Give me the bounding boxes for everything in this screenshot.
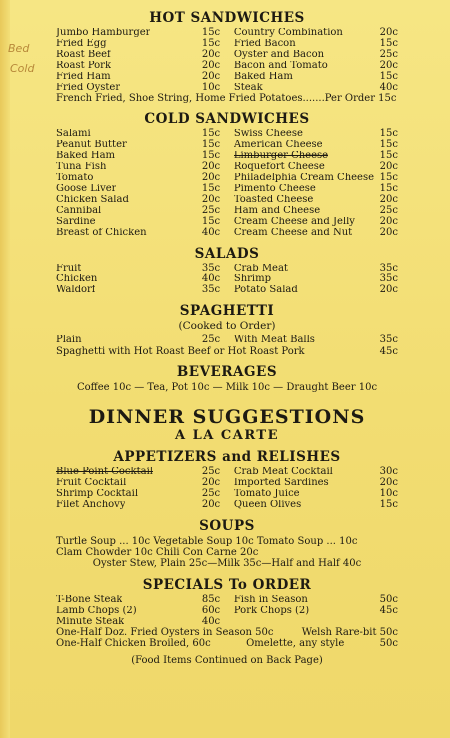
specials-list	[56, 595, 398, 628]
menu-item-name: Minute Steak	[56, 616, 125, 627]
menu-item	[234, 274, 398, 285]
menu-item-price: 20c	[379, 226, 398, 238]
menu-item-name: Imported Sardines	[233, 478, 329, 489]
hot-sandwiches-title: HOT SANDWICHES	[149, 10, 305, 26]
menu-item-name: Swiss Cheese	[233, 129, 303, 140]
margin-note-cold: Cold	[10, 62, 35, 75]
menu-item	[234, 489, 398, 500]
menu-item-price: 35c	[379, 262, 398, 274]
menu-item-name: Roquefort Cheese	[233, 162, 325, 173]
menu-item-price: 20c	[201, 161, 221, 173]
menu-item-price: 20c	[201, 48, 221, 60]
menu-item-name: Tuna Fish	[56, 162, 107, 173]
menu-item	[56, 274, 220, 285]
specials-title: SPECIALS To ORDER	[142, 576, 312, 593]
menu-item-price: 15c	[201, 128, 221, 140]
cold-sandwiches-title: COLD SANDWICHES	[144, 111, 310, 128]
potatoes-line: French Fried, Shoe String, Home Fried Potatoes.......Per Order 15c	[56, 93, 397, 105]
menu-item-price: 15c	[201, 215, 221, 227]
menu-item-name: Tomato	[56, 173, 94, 184]
menu-item-price: 25c	[379, 204, 398, 216]
menu-item	[234, 162, 398, 173]
menu-item	[234, 500, 398, 511]
menu-item	[234, 478, 398, 489]
menu-item	[56, 129, 220, 140]
menu-item	[56, 285, 220, 296]
menu-item-price: 35c	[379, 334, 398, 346]
menu-item-name: Country Combination	[233, 28, 343, 38]
menu-item-price: 15c	[201, 27, 221, 38]
menu-item	[56, 162, 220, 173]
margin-note-bed: Bed	[8, 42, 30, 55]
specials-line-2: One-Half Chicken Broiled, 60c Omelette, any style 50c	[56, 638, 398, 650]
menu-item-name: Fruit	[56, 263, 82, 274]
menu-item-name: Queen Olives	[233, 499, 302, 510]
menu-item	[234, 195, 398, 206]
soups-title: SOUPS	[199, 517, 255, 534]
menu-item-name: Fish in Season	[233, 594, 308, 605]
menu-item-price: 20c	[201, 193, 221, 205]
menu-item	[234, 206, 398, 217]
menu-item	[234, 28, 398, 39]
menu-item-price: 15c	[201, 182, 221, 194]
menu-item	[234, 228, 398, 239]
menu-item	[56, 478, 220, 489]
cold-sandwiches-list	[56, 129, 398, 238]
menu-item-name: Fried Egg	[56, 38, 107, 49]
menu-item-name: Potato Salad	[233, 285, 298, 296]
menu-item-name: Shrimp	[233, 274, 271, 285]
menu-item-price: 85c	[201, 593, 221, 605]
menu-item	[56, 489, 220, 500]
menu-item-name: Baked Ham	[56, 151, 116, 162]
menu-item-name: Cannibal	[56, 205, 102, 216]
menu-item-name: Cream Cheese and Nut	[233, 227, 353, 238]
menu-item	[234, 335, 398, 346]
menu-item-price: 20c	[379, 215, 398, 227]
menu-item-price: 20c	[201, 70, 221, 82]
menu-item	[234, 184, 398, 195]
menu-item-name: Toasted Cheese	[233, 194, 314, 205]
menu-item-name: Breast of Chicken	[56, 227, 147, 238]
menu-item	[56, 500, 220, 511]
menu-item-name: Lamb Chops (2)	[56, 605, 137, 616]
menu-item-price: 20c	[379, 59, 398, 71]
menu-item-price: 20c	[379, 284, 398, 296]
menu-item-price: 15c	[379, 150, 398, 162]
beverages-title: BEVERAGES	[176, 364, 278, 381]
dinner-subtitle: A LA CARTE	[175, 428, 279, 444]
paper-edge	[0, 0, 10, 738]
continued-note: (Food Items Continued on Back Page)	[131, 655, 323, 667]
menu-item-name: Pimento Cheese	[233, 183, 316, 194]
menu-item-name: Bacon and Tomato	[233, 60, 328, 71]
menu-item	[56, 140, 220, 151]
menu-item-price: 25c	[201, 466, 221, 478]
menu-item-name: Baked Ham	[233, 71, 293, 82]
menu-item	[56, 206, 220, 217]
menu-item	[234, 467, 398, 478]
menu-item-name: Waldorf	[56, 285, 96, 296]
menu-item-price: 20c	[379, 27, 398, 38]
spaghetti-title: SPAGHETTI	[179, 303, 275, 320]
menu-item-name: Roast Beef	[56, 49, 111, 60]
dinner-title: DINNER SUGGESTIONS	[88, 406, 366, 429]
menu-item-name: Tomato Juice	[233, 488, 300, 499]
menu-item-name: Steak	[233, 82, 263, 93]
menu-item	[56, 173, 220, 184]
menu-item-price: 35c	[379, 273, 398, 285]
menu-item	[56, 264, 220, 275]
beverages-line: Coffee 10c — Tea, Pot 10c — Milk 10c — Draught Beer 10c	[76, 382, 378, 394]
menu-item-price: 15c	[379, 498, 398, 510]
menu-item-price: 20c	[379, 193, 398, 205]
menu-item-name: Philadelphia Cream Cheese	[233, 173, 375, 184]
menu-item-price: 15c	[379, 139, 398, 151]
menu-item-price: 30c	[379, 466, 398, 478]
menu-item-name: Goose Liver	[56, 183, 117, 194]
menu-item	[234, 39, 398, 50]
soups-line-2: Clam Chowder 10c Chili Con Carne 20c	[56, 546, 259, 558]
menu-item-price: 35c	[201, 262, 221, 274]
menu-item-price: 15c	[379, 37, 398, 49]
menu-item	[56, 617, 220, 628]
menu-item-price: 20c	[201, 477, 221, 489]
menu-item-price: 40c	[201, 226, 221, 238]
menu-item	[234, 595, 398, 606]
menu-item-name: Fried Ham	[56, 71, 111, 82]
menu-item-name: Sardine	[56, 216, 96, 227]
menu-item	[234, 173, 398, 184]
menu-item-price: 10c	[379, 487, 398, 499]
menu-item-name: American Cheese	[233, 140, 323, 151]
menu-item-name: Fried Oyster	[56, 82, 121, 93]
menu-item	[56, 217, 220, 228]
menu-item-price: 25c	[201, 487, 221, 499]
menu-item	[56, 228, 220, 239]
menu-item-name: Ham and Cheese	[233, 205, 321, 216]
menu-item-price: 20c	[379, 477, 398, 489]
menu-item-price: 40c	[201, 615, 221, 627]
menu-item-name: Filet Anchovy	[56, 499, 126, 510]
menu-item-name: Salami	[56, 129, 91, 140]
menu-item-name: Plain	[56, 335, 82, 346]
menu-item-name: Cream Cheese and Jelly	[233, 216, 355, 227]
oyster-stew-line: Oyster Stew, Plain 25c—Milk 35c—Half and Half 40c	[92, 557, 362, 569]
menu-item	[56, 184, 220, 195]
salads-title: SALADS	[194, 245, 260, 262]
menu-item-price: 20c	[379, 161, 398, 173]
menu-item-name: Chicken	[56, 274, 98, 285]
menu-item-price: 15c	[379, 172, 398, 184]
menu-item-price: 15c	[379, 70, 398, 82]
menu-item	[56, 151, 220, 162]
menu-item-price: 20c	[201, 59, 221, 71]
menu-item-name: Fruit Cocktail	[56, 478, 127, 489]
menu-item-price: 15c	[379, 128, 398, 140]
menu-item	[56, 195, 220, 206]
menu-item-price: 20c	[201, 498, 221, 510]
hot-sandwiches-list	[56, 28, 398, 93]
menu-item-name: Jumbo Hamburger	[56, 28, 151, 38]
spaghetti-roast-line: Spaghetti with Hot Roast Beef or Hot Roast Pork 45c	[56, 346, 398, 358]
spaghetti-subtitle: (Cooked to Order)	[178, 320, 276, 333]
menu-item-price: 15c	[201, 37, 221, 49]
menu-item	[56, 606, 220, 617]
menu-item-price: 15c	[201, 150, 221, 162]
menu-item	[56, 83, 220, 94]
appetizers-list	[56, 467, 398, 511]
menu-item	[56, 595, 220, 606]
menu-item	[56, 335, 220, 346]
menu-item	[56, 50, 220, 61]
menu-item-price: 50c	[379, 593, 398, 605]
soups-line-1: Turtle Soup ... 10c Vegetable Soup 10c Tomato Soup ... 10c	[56, 535, 358, 547]
menu-item	[234, 129, 398, 140]
menu-item-price: 40c	[201, 273, 221, 285]
menu-item	[234, 61, 398, 72]
menu-item-price: 15c	[379, 182, 398, 194]
menu-item	[56, 61, 220, 72]
menu-item-name: Chicken Salad	[56, 194, 129, 205]
menu-item	[234, 83, 398, 94]
specials-line-1: One-Half Doz. Fried Oysters in Season 50c Welsh Rare-bit 50c	[56, 627, 398, 639]
menu-item-name: Limburger Cheese	[233, 151, 329, 162]
menu-item-name: Crab Meat	[233, 263, 288, 274]
menu-item	[56, 28, 220, 39]
menu-item-name: Oyster and Bacon	[233, 49, 325, 60]
menu-item-price: 20c	[201, 172, 221, 184]
menu-item-name: Roast Pork	[56, 60, 112, 71]
menu-item	[234, 264, 398, 275]
menu-item-price: 45c	[379, 604, 398, 616]
menu-item-price: 15c	[201, 139, 221, 151]
menu-item-name: Shrimp Cocktail	[56, 488, 139, 499]
menu-item-price: 25c	[201, 204, 221, 216]
menu-item	[234, 72, 398, 83]
menu-item-name: T-Bone Steak	[56, 594, 123, 605]
menu-item	[56, 39, 220, 50]
menu-item-name: Fried Bacon	[233, 38, 296, 49]
menu-item-price: 25c	[379, 48, 398, 60]
menu-item	[234, 50, 398, 61]
menu-item-name: Crab Meat Cocktail	[233, 467, 333, 478]
menu-item	[56, 467, 220, 478]
salads-list	[56, 264, 398, 297]
menu-item-price: 10c	[201, 81, 221, 93]
menu-item-name: Peanut Butter	[56, 140, 127, 151]
menu-item-name: With Meat Balls	[233, 335, 315, 346]
menu-item	[234, 217, 398, 228]
menu-item	[234, 606, 398, 617]
menu-item	[56, 72, 220, 83]
appetizers-title: APPETIZERS and RELISHES	[113, 449, 341, 466]
menu-item	[234, 151, 398, 162]
spaghetti-list	[56, 335, 398, 346]
menu-item-price: 35c	[201, 284, 221, 296]
menu-item	[234, 285, 398, 296]
menu-item	[234, 140, 398, 151]
menu-item-price: 25c	[201, 334, 221, 346]
menu-item-price: 40c	[379, 81, 398, 93]
menu-item-name: Pork Chops (2)	[233, 605, 310, 616]
menu-item-price: 60c	[201, 604, 221, 616]
menu-item-name: Blue Point Cocktail	[56, 467, 153, 478]
